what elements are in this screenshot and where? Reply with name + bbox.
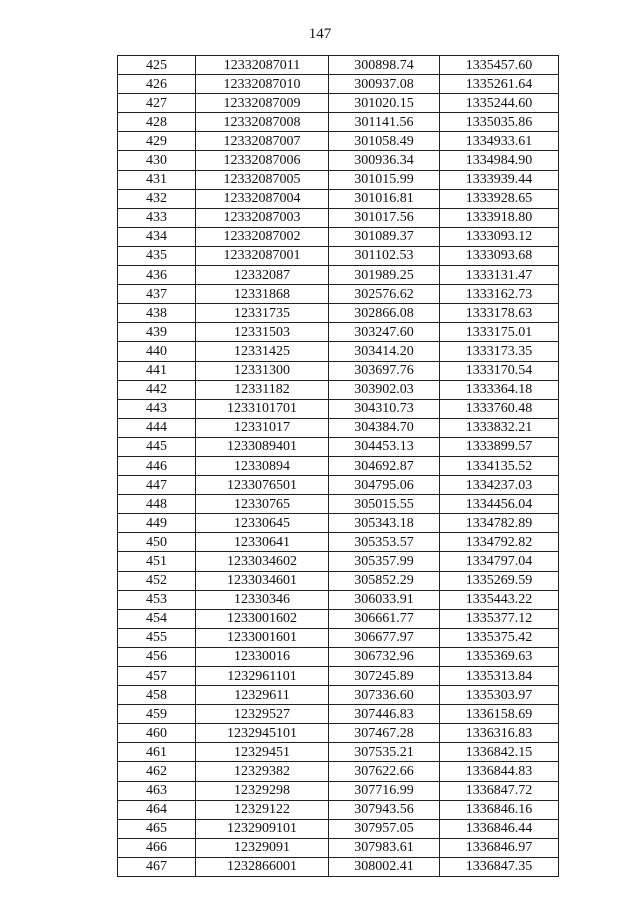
y-coordinate-cell: 1334237.03 bbox=[440, 476, 559, 495]
x-coordinate-cell: 303414.20 bbox=[329, 342, 440, 361]
y-coordinate-cell: 1333093.12 bbox=[440, 227, 559, 246]
x-coordinate-cell: 303247.60 bbox=[329, 323, 440, 342]
x-coordinate-cell: 307716.99 bbox=[329, 781, 440, 800]
row-number-cell: 426 bbox=[118, 75, 196, 94]
row-number-cell: 466 bbox=[118, 838, 196, 857]
x-coordinate-cell: 301102.53 bbox=[329, 246, 440, 265]
y-coordinate-cell: 1336844.83 bbox=[440, 762, 559, 781]
y-coordinate-cell: 1333170.54 bbox=[440, 361, 559, 380]
table-row bbox=[118, 418, 559, 437]
row-number-cell: 431 bbox=[118, 170, 196, 189]
y-coordinate-cell: 1336158.69 bbox=[440, 705, 559, 724]
y-coordinate-cell: 1333918.80 bbox=[440, 208, 559, 227]
row-number-cell: 427 bbox=[118, 94, 196, 113]
x-coordinate-cell: 303697.76 bbox=[329, 361, 440, 380]
x-coordinate-cell: 307336.60 bbox=[329, 686, 440, 705]
y-coordinate-cell: 1335443.22 bbox=[440, 590, 559, 609]
point-id-cell: 12332087002 bbox=[196, 227, 329, 246]
y-coordinate-cell: 1335375.42 bbox=[440, 628, 559, 647]
table-row bbox=[118, 399, 559, 418]
row-number-cell: 462 bbox=[118, 762, 196, 781]
point-id-cell: 12330894 bbox=[196, 456, 329, 475]
x-coordinate-cell: 305015.55 bbox=[329, 495, 440, 514]
table-row bbox=[118, 304, 559, 323]
row-number-cell: 432 bbox=[118, 189, 196, 208]
point-id-cell: 12329091 bbox=[196, 838, 329, 857]
table-row bbox=[118, 227, 559, 246]
row-number-cell: 439 bbox=[118, 323, 196, 342]
y-coordinate-cell: 1333928.65 bbox=[440, 189, 559, 208]
point-id-cell: 1233001602 bbox=[196, 609, 329, 628]
point-id-cell: 12329527 bbox=[196, 705, 329, 724]
row-number-cell: 442 bbox=[118, 380, 196, 399]
table-row bbox=[118, 647, 559, 666]
x-coordinate-cell: 306732.96 bbox=[329, 647, 440, 666]
x-coordinate-cell: 301089.37 bbox=[329, 227, 440, 246]
x-coordinate-cell: 307943.56 bbox=[329, 800, 440, 819]
row-number-cell: 430 bbox=[118, 151, 196, 170]
point-id-cell: 12331868 bbox=[196, 285, 329, 304]
point-id-cell: 12330765 bbox=[196, 495, 329, 514]
point-id-cell: 1232945101 bbox=[196, 724, 329, 743]
y-coordinate-cell: 1335313.84 bbox=[440, 667, 559, 686]
y-coordinate-cell: 1333939.44 bbox=[440, 170, 559, 189]
x-coordinate-cell: 306033.91 bbox=[329, 590, 440, 609]
table-row bbox=[118, 495, 559, 514]
x-coordinate-cell: 300898.74 bbox=[329, 56, 440, 75]
y-coordinate-cell: 1335244.60 bbox=[440, 94, 559, 113]
table-row bbox=[118, 476, 559, 495]
y-coordinate-cell: 1333173.35 bbox=[440, 342, 559, 361]
row-number-cell: 457 bbox=[118, 667, 196, 686]
row-number-cell: 448 bbox=[118, 495, 196, 514]
x-coordinate-cell: 301017.56 bbox=[329, 208, 440, 227]
coordinates-table bbox=[117, 55, 559, 877]
y-coordinate-cell: 1336842.15 bbox=[440, 743, 559, 762]
table-row bbox=[118, 342, 559, 361]
row-number-cell: 443 bbox=[118, 399, 196, 418]
x-coordinate-cell: 305852.29 bbox=[329, 571, 440, 590]
point-id-cell: 12330641 bbox=[196, 533, 329, 552]
point-id-cell: 1233089401 bbox=[196, 437, 329, 456]
x-coordinate-cell: 302576.62 bbox=[329, 285, 440, 304]
x-coordinate-cell: 305353.57 bbox=[329, 533, 440, 552]
x-coordinate-cell: 304310.73 bbox=[329, 399, 440, 418]
table-row bbox=[118, 609, 559, 628]
table-row bbox=[118, 571, 559, 590]
table-row bbox=[118, 533, 559, 552]
point-id-cell: 12329451 bbox=[196, 743, 329, 762]
row-number-cell: 446 bbox=[118, 456, 196, 475]
point-id-cell: 12332087003 bbox=[196, 208, 329, 227]
row-number-cell: 450 bbox=[118, 533, 196, 552]
table-row bbox=[118, 246, 559, 265]
x-coordinate-cell: 303902.03 bbox=[329, 380, 440, 399]
table-row bbox=[118, 552, 559, 571]
row-number-cell: 447 bbox=[118, 476, 196, 495]
point-id-cell: 12332087011 bbox=[196, 56, 329, 75]
row-number-cell: 465 bbox=[118, 819, 196, 838]
y-coordinate-cell: 1336847.35 bbox=[440, 857, 559, 876]
point-id-cell: 12329382 bbox=[196, 762, 329, 781]
table-row bbox=[118, 838, 559, 857]
x-coordinate-cell: 307446.83 bbox=[329, 705, 440, 724]
x-coordinate-cell: 307957.05 bbox=[329, 819, 440, 838]
x-coordinate-cell: 307467.28 bbox=[329, 724, 440, 743]
point-id-cell: 12329298 bbox=[196, 781, 329, 800]
table-row bbox=[118, 189, 559, 208]
table-row bbox=[118, 285, 559, 304]
y-coordinate-cell: 1333832.21 bbox=[440, 418, 559, 437]
y-coordinate-cell: 1334135.52 bbox=[440, 456, 559, 475]
coordinates-table-body bbox=[118, 56, 559, 877]
table-row bbox=[118, 361, 559, 380]
y-coordinate-cell: 1336316.83 bbox=[440, 724, 559, 743]
y-coordinate-cell: 1334782.89 bbox=[440, 514, 559, 533]
y-coordinate-cell: 1335035.86 bbox=[440, 113, 559, 132]
table-row bbox=[118, 113, 559, 132]
table-row bbox=[118, 323, 559, 342]
point-id-cell: 12332087008 bbox=[196, 113, 329, 132]
x-coordinate-cell: 301020.15 bbox=[329, 94, 440, 113]
y-coordinate-cell: 1335303.97 bbox=[440, 686, 559, 705]
table-row bbox=[118, 628, 559, 647]
table-row bbox=[118, 94, 559, 113]
y-coordinate-cell: 1335457.60 bbox=[440, 56, 559, 75]
y-coordinate-cell: 1334456.04 bbox=[440, 495, 559, 514]
row-number-cell: 451 bbox=[118, 552, 196, 571]
y-coordinate-cell: 1333093.68 bbox=[440, 246, 559, 265]
table-row bbox=[118, 724, 559, 743]
table-row bbox=[118, 762, 559, 781]
row-number-cell: 437 bbox=[118, 285, 196, 304]
table-row bbox=[118, 266, 559, 285]
row-number-cell: 440 bbox=[118, 342, 196, 361]
x-coordinate-cell: 302866.08 bbox=[329, 304, 440, 323]
x-coordinate-cell: 307983.61 bbox=[329, 838, 440, 857]
y-coordinate-cell: 1333178.63 bbox=[440, 304, 559, 323]
table-row bbox=[118, 56, 559, 75]
point-id-cell: 12332087 bbox=[196, 266, 329, 285]
x-coordinate-cell: 301015.99 bbox=[329, 170, 440, 189]
row-number-cell: 463 bbox=[118, 781, 196, 800]
point-id-cell: 12331425 bbox=[196, 342, 329, 361]
row-number-cell: 425 bbox=[118, 56, 196, 75]
row-number-cell: 449 bbox=[118, 514, 196, 533]
x-coordinate-cell: 301141.56 bbox=[329, 113, 440, 132]
point-id-cell: 1233101701 bbox=[196, 399, 329, 418]
point-id-cell: 1232961101 bbox=[196, 667, 329, 686]
table-row bbox=[118, 857, 559, 876]
row-number-cell: 455 bbox=[118, 628, 196, 647]
x-coordinate-cell: 301989.25 bbox=[329, 266, 440, 285]
point-id-cell: 12332087009 bbox=[196, 94, 329, 113]
point-id-cell: 12330346 bbox=[196, 590, 329, 609]
point-id-cell: 12332087007 bbox=[196, 132, 329, 151]
row-number-cell: 433 bbox=[118, 208, 196, 227]
x-coordinate-cell: 304795.06 bbox=[329, 476, 440, 495]
y-coordinate-cell: 1335369.63 bbox=[440, 647, 559, 666]
point-id-cell: 1233001601 bbox=[196, 628, 329, 647]
row-number-cell: 444 bbox=[118, 418, 196, 437]
y-coordinate-cell: 1334933.61 bbox=[440, 132, 559, 151]
point-id-cell: 12329122 bbox=[196, 800, 329, 819]
row-number-cell: 458 bbox=[118, 686, 196, 705]
x-coordinate-cell: 301058.49 bbox=[329, 132, 440, 151]
table-row bbox=[118, 437, 559, 456]
x-coordinate-cell: 305357.99 bbox=[329, 552, 440, 571]
y-coordinate-cell: 1333760.48 bbox=[440, 399, 559, 418]
row-number-cell: 438 bbox=[118, 304, 196, 323]
y-coordinate-cell: 1333131.47 bbox=[440, 266, 559, 285]
y-coordinate-cell: 1333175.01 bbox=[440, 323, 559, 342]
y-coordinate-cell: 1336846.16 bbox=[440, 800, 559, 819]
y-coordinate-cell: 1334792.82 bbox=[440, 533, 559, 552]
point-id-cell: 12332087006 bbox=[196, 151, 329, 170]
point-id-cell: 12331017 bbox=[196, 418, 329, 437]
table-row bbox=[118, 75, 559, 94]
row-number-cell: 436 bbox=[118, 266, 196, 285]
row-number-cell: 445 bbox=[118, 437, 196, 456]
point-id-cell: 12332087010 bbox=[196, 75, 329, 94]
point-id-cell: 12331735 bbox=[196, 304, 329, 323]
x-coordinate-cell: 305343.18 bbox=[329, 514, 440, 533]
point-id-cell: 12330016 bbox=[196, 647, 329, 666]
row-number-cell: 434 bbox=[118, 227, 196, 246]
y-coordinate-cell: 1333899.57 bbox=[440, 437, 559, 456]
row-number-cell: 454 bbox=[118, 609, 196, 628]
table-row bbox=[118, 743, 559, 762]
point-id-cell: 1232866001 bbox=[196, 857, 329, 876]
point-id-cell: 12332087005 bbox=[196, 170, 329, 189]
row-number-cell: 435 bbox=[118, 246, 196, 265]
row-number-cell: 428 bbox=[118, 113, 196, 132]
point-id-cell: 12332087001 bbox=[196, 246, 329, 265]
table-row bbox=[118, 132, 559, 151]
point-id-cell: 12332087004 bbox=[196, 189, 329, 208]
y-coordinate-cell: 1336846.97 bbox=[440, 838, 559, 857]
table-row bbox=[118, 781, 559, 800]
table-row bbox=[118, 819, 559, 838]
point-id-cell: 12331182 bbox=[196, 380, 329, 399]
x-coordinate-cell: 306661.77 bbox=[329, 609, 440, 628]
table-row bbox=[118, 170, 559, 189]
row-number-cell: 429 bbox=[118, 132, 196, 151]
y-coordinate-cell: 1333364.18 bbox=[440, 380, 559, 399]
row-number-cell: 467 bbox=[118, 857, 196, 876]
y-coordinate-cell: 1336847.72 bbox=[440, 781, 559, 800]
point-id-cell: 1232909101 bbox=[196, 819, 329, 838]
point-id-cell: 12329611 bbox=[196, 686, 329, 705]
x-coordinate-cell: 301016.81 bbox=[329, 189, 440, 208]
x-coordinate-cell: 307622.66 bbox=[329, 762, 440, 781]
x-coordinate-cell: 307245.89 bbox=[329, 667, 440, 686]
x-coordinate-cell: 300936.34 bbox=[329, 151, 440, 170]
x-coordinate-cell: 300937.08 bbox=[329, 75, 440, 94]
point-id-cell: 12331503 bbox=[196, 323, 329, 342]
y-coordinate-cell: 1334797.04 bbox=[440, 552, 559, 571]
point-id-cell: 1233034602 bbox=[196, 552, 329, 571]
x-coordinate-cell: 304692.87 bbox=[329, 456, 440, 475]
table-row bbox=[118, 686, 559, 705]
row-number-cell: 460 bbox=[118, 724, 196, 743]
table-row bbox=[118, 514, 559, 533]
row-number-cell: 441 bbox=[118, 361, 196, 380]
row-number-cell: 459 bbox=[118, 705, 196, 724]
x-coordinate-cell: 304453.13 bbox=[329, 437, 440, 456]
y-coordinate-cell: 1334984.90 bbox=[440, 151, 559, 170]
x-coordinate-cell: 308002.41 bbox=[329, 857, 440, 876]
y-coordinate-cell: 1335261.64 bbox=[440, 75, 559, 94]
row-number-cell: 456 bbox=[118, 647, 196, 666]
y-coordinate-cell: 1335269.59 bbox=[440, 571, 559, 590]
x-coordinate-cell: 304384.70 bbox=[329, 418, 440, 437]
y-coordinate-cell: 1336846.44 bbox=[440, 819, 559, 838]
point-id-cell: 1233076501 bbox=[196, 476, 329, 495]
table-row bbox=[118, 380, 559, 399]
table-row bbox=[118, 705, 559, 724]
table-row bbox=[118, 208, 559, 227]
row-number-cell: 464 bbox=[118, 800, 196, 819]
x-coordinate-cell: 306677.97 bbox=[329, 628, 440, 647]
y-coordinate-cell: 1333162.73 bbox=[440, 285, 559, 304]
point-id-cell: 12331300 bbox=[196, 361, 329, 380]
y-coordinate-cell: 1335377.12 bbox=[440, 609, 559, 628]
x-coordinate-cell: 307535.21 bbox=[329, 743, 440, 762]
row-number-cell: 453 bbox=[118, 590, 196, 609]
table-row bbox=[118, 667, 559, 686]
table-row bbox=[118, 151, 559, 170]
table-row bbox=[118, 800, 559, 819]
table-row bbox=[118, 456, 559, 475]
point-id-cell: 1233034601 bbox=[196, 571, 329, 590]
table-row bbox=[118, 590, 559, 609]
row-number-cell: 452 bbox=[118, 571, 196, 590]
point-id-cell: 12330645 bbox=[196, 514, 329, 533]
page-number: 147 bbox=[308, 26, 332, 42]
row-number-cell: 461 bbox=[118, 743, 196, 762]
